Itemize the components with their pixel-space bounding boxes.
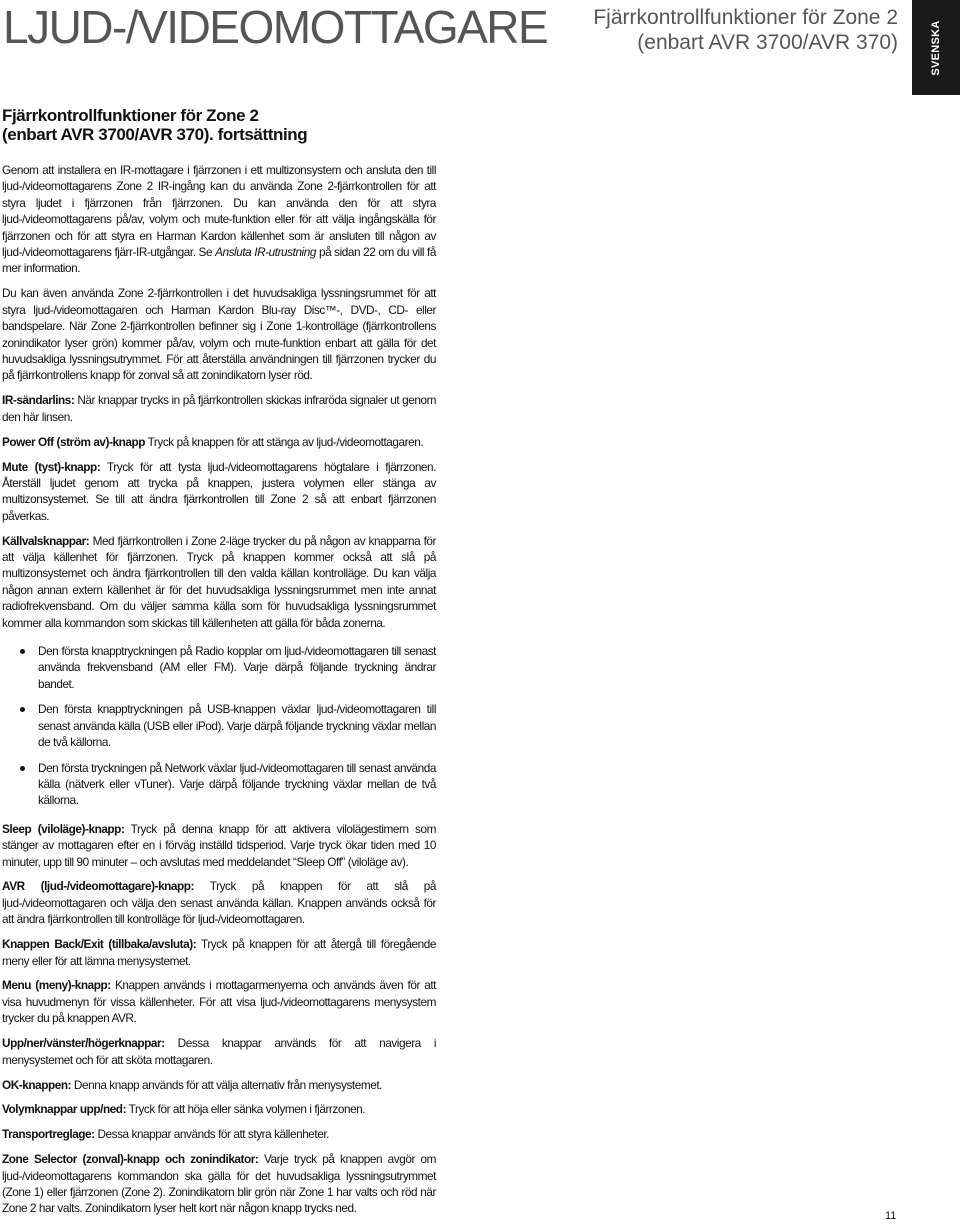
avr-paragraph xyxy=(2,878,436,927)
main-content xyxy=(2,106,436,1225)
page-title: LJUD-/VIDEOMOTTAGARE xyxy=(3,1,548,53)
navigation-label: Upp/ner/vänster/högerknappar: xyxy=(2,1036,165,1051)
volume-text: Tryck för att höja eller sänka volymen i fjärrzonen. xyxy=(126,1102,366,1117)
sleep-paragraph xyxy=(2,821,436,870)
power-off-label: Power Off (ström av)-knapp xyxy=(2,434,145,449)
ok-paragraph xyxy=(2,1077,436,1093)
avr-text: Tryck på knappen för att slå på ljud-/videomottagaren och välja den senast använda källan. Knappen används också för att ändra fjärrkontrollen till kontrolläge för ljud-/videomottagaren. xyxy=(2,879,436,927)
bullet-text: Den första knapptryckningen på Radio kopplar om ljud-/videomottagaren till senast använda frekvensband (AM eller FM). Varje därpå följande tryckning ändrar bandet. xyxy=(38,644,436,691)
section-heading-line1: Fjärrkontrollfunktioner för Zone 2 xyxy=(2,106,259,125)
mute-label: Mute (tyst)-knapp: xyxy=(2,459,101,474)
page-number: 11 xyxy=(885,1210,897,1222)
bullet-icon xyxy=(20,766,25,771)
back-exit-paragraph xyxy=(2,936,436,969)
language-tab xyxy=(912,0,960,95)
menu-paragraph xyxy=(2,977,436,1026)
ir-lens-text: När knappar trycks in på fjärrkontrollen skickas infraröda signaler ut genom den här linsen. xyxy=(2,393,436,424)
list-item xyxy=(2,760,436,809)
menu-label: Menu (meny)-knapp: xyxy=(2,978,111,993)
sleep-label: Sleep (viloläge)-knapp: xyxy=(2,821,125,836)
bullet-icon xyxy=(20,707,25,712)
ok-label: OK-knappen: xyxy=(2,1077,72,1092)
header-subtitle-line2: (enbart AVR 3700/AVR 370) xyxy=(637,31,898,54)
transport-text: Dessa knappar används för att styra källenheter. xyxy=(94,1127,330,1142)
mute-text: Tryck för att tysta ljud-/videomottagarens högtalare i fjärrzonen. Återställ ljudet genom att trycka på knappen, justera volymen eller stänga av multizonsystemet. Se till att ändra fjärrkontrollen till Zone 2 så att enbart fjärrzonen påverkas. xyxy=(2,459,436,523)
header-subtitle xyxy=(498,5,898,55)
intro-tail: på sidan 22 om du vill få mer information. xyxy=(2,245,436,276)
source-bullet-list xyxy=(2,643,436,809)
intro-reference: Ansluta IR-utrustning xyxy=(215,245,316,260)
zone-selector-text: Varje tryck på knappen avgör om ljud-/videomottagarens kommandon ska gälla för det huvudsakliga lyssningsutrymmet (Zone 1) eller fjärrzonen (Zone 2). Zonindikatorn blir grön när Zone 1 har valts och röd när Zone 2 har valts. Zonindikatorn lyser helt kort när någon knapp trycks ned. xyxy=(2,1152,437,1216)
power-off-text: Tryck på knappen för att stänga av ljud-/videomottagaren. xyxy=(145,434,424,449)
back-exit-text: Tryck på knappen för att återgå till föregående meny eller för att lämna menysystemet. xyxy=(2,937,436,968)
power-off-paragraph xyxy=(2,434,436,450)
menu-text: Knappen används i mottagarmenyerna och används även för att visa huvudmenyn för vissa källenheter. För att visa ljud-/videomottagarens menysystem trycker du på knappen AVR. xyxy=(2,978,436,1026)
language-tab-label: SVENSKA xyxy=(930,19,942,76)
source-label: Källvalsknappar: xyxy=(2,533,90,548)
bullet-text: Den första knapptryckningen på USB-knappen växlar ljud-/videomottagaren till senast använda källa (USB eller iPod). Varje därpå följande tryckning växlar mellan de två källorna. xyxy=(38,702,436,750)
zone-selector-paragraph xyxy=(2,1151,436,1217)
bullet-icon xyxy=(20,649,25,654)
zone-selector-label: Zone Selector (zonval)-knapp och zonindikator: xyxy=(2,1152,259,1167)
avr-label: AVR (ljud-/videomottagare)-knapp: xyxy=(2,879,195,894)
zone1-paragraph: Du kan även använda Zone 2-fjärrkontrollen i det huvudsakliga lyssningsrummet för att styra ljud-/videomottagaren och Harman Kardon Blu-ray Disc™-, DVD-, CD- eller bandspelare. När Zone 2-fjärrkontrollen befinner sig i Zone 1-kontrolläge (fjärrkontrollens zonindikator lyser grön) kommer på/av, volym och mute-funktion enbart att gälla för det huvudsakliga lyssningsutrymmet. För att återställa användningen till fjärrzonen trycker du på fjärrkontrollens knapp för zonval så att zonindikatorn lyser röd. xyxy=(2,286,436,383)
mute-paragraph xyxy=(2,459,436,525)
source-paragraph xyxy=(2,533,436,631)
transport-paragraph xyxy=(2,1126,436,1142)
bullet-text: Den första tryckningen på Network växlar ljud-/videomottagaren till senast använda källa (nätverk eller vTuner). Varje därpå följande tryckning växlar mellan de två källorna. xyxy=(38,760,436,808)
navigation-paragraph xyxy=(2,1035,436,1068)
navigation-text: Dessa knappar används för att navigera i menysystemet och för att sköta mottagaren. xyxy=(2,1036,436,1067)
ir-lens-paragraph xyxy=(2,392,436,425)
intro-text: Genom att installera en IR-mottagare i fjärrzonen i ett multizonsystem och ansluta den till ljud-/videomottagarens Zone 2 IR-ingång kan du använda Zone 2-fjärrkontrollen för att styra ljudet i fjärrzonen från fjärrzonen. Du kan använda den för att styra ljud-/videomottagarens på/av, volym och mute-funktion eller för att välja ingångskälla för fjärrzonen och för att styra en Harman Kardon källenhet som är ansluten till någon av ljud-/videomottagarens fjärr-IR-utgångar. Se xyxy=(2,163,436,260)
list-item xyxy=(2,643,436,692)
intro-paragraph xyxy=(2,162,436,277)
source-text: Med fjärrkontrollen i Zone 2-läge trycker du på någon av knapparna för att välja källenhet för fjärrzonen. Tryck på knappen kommer också att slå på multizonsystemet och ändra fjärrkontrollen till den valda källan kontrolläge. Du kan välja någon annan extern källenhet är för det huvudsakliga lyssningsrummet men inte annat radiofrekvensband. Om du väljer samma källa som för huvudsakliga lyssningsrummet kommer alla kommandon som skickas till källenheten att gälla för båda zonerna. xyxy=(2,533,436,630)
volume-paragraph xyxy=(2,1101,436,1117)
ok-text: Denna knapp används för att välja alternativ från menysystemet. xyxy=(71,1077,382,1092)
section-heading-line2: (enbart AVR 3700/AVR 370). fortsättning xyxy=(2,125,308,144)
header-subtitle-line1: Fjärrkontrollfunktioner för Zone 2 xyxy=(593,6,898,29)
section-heading xyxy=(2,106,436,144)
list-item xyxy=(2,701,436,750)
volume-label: Volymknappar upp/ned: xyxy=(2,1102,127,1117)
sleep-text: Tryck på denna knapp för att aktivera vilolägestimern som stänger av mottagaren efter en i förväg inställd tidsperiod. Varje tryck ökar tiden med 10 minuter, upp till 90 minuter – och avslutas med meddelandet “Sleep Off” (viloläge av). xyxy=(2,821,436,869)
transport-label: Transportreglage: xyxy=(2,1127,95,1142)
ir-lens-label: IR-sändarlins: xyxy=(2,393,75,408)
back-exit-label: Knappen Back/Exit (tillbaka/avsluta): xyxy=(2,937,197,952)
